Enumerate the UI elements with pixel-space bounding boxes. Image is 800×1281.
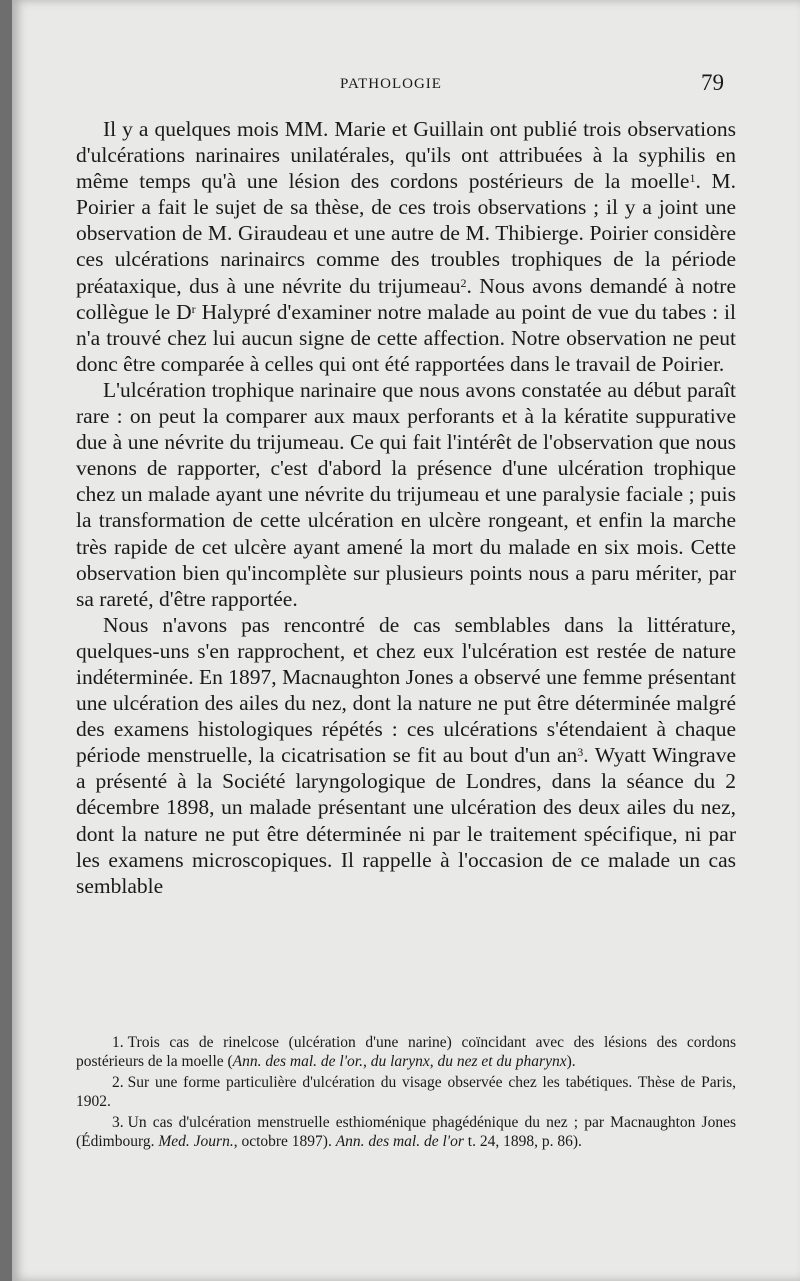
footnote-ref: 1 [689, 171, 696, 186]
text-run: L'ulcération trophique narinaire que nous avons constatée au début paraît rare : on peut la comparer aux maux perforants et à la kératite suppurative due à une névrite du trijumeau. Ce qui fait l'intérêt de l'observation que nous venons de rapporter, c'est d'abord la présence d'une ulcération trophique chez un malade ayant une névrite du trijumeau et une paralysie faciale ; puis la transformation de cette ulcération en ulcère rongeant, et enfin la marche très rapide de cet ulcère ayant amené la mort du malade en six mois. Cette observation bien qu'incomplète sur plusieurs points nous a paru mériter, par sa rareté, d'être rapportée. [76, 377, 736, 611]
footnote [76, 1073, 736, 1112]
footnotes [76, 1033, 736, 1152]
body-text [76, 116, 736, 899]
paragraph [76, 612, 736, 899]
text-run: Nous n'avons pas rencontré de cas semblables dans la littérature, quelques-uns s'en rapprochent, et chez eux l'ulcération est restée de nature indéterminée. En 1897, Macnaughton Jones a observé une femme présentant une ulcération des ailes du nez, dont la nature ne put être déterminée malgré des examens histologiques répétés : ces ulcérations s'étendaient à chaque période menstruelle, la cicatrisation se fit au bout d'un an [76, 612, 736, 768]
text-run: ). [566, 1053, 576, 1071]
footnote [76, 1113, 736, 1152]
paragraph [76, 116, 736, 377]
footnote-ref: 2 [460, 275, 467, 290]
text-run: . Wyatt Wingrave a présenté à la Société laryngologique de Londres, dans la séance du 2 décembre 1898, un malade présentant une ulcération des deux ailes du nez, dont la nature ne put être déterminée ni par le traitement spécifique, ni par les examens microscopiques. Il rappelle à l'occasion de ce malade un cas semblable [76, 743, 737, 898]
footnote-number: 3. [112, 1113, 124, 1131]
text-run: Trois cas de rinelcose (ulcération d'une narine) coïncidant avec des lésions des cordons postérieurs de la moelle ( [76, 1034, 736, 1071]
footnote-ref: r [191, 301, 196, 316]
book-page [12, 0, 800, 1281]
footnote [76, 1033, 736, 1072]
paragraph [76, 377, 736, 612]
text-run: t. 24, 1898, p. 86). [463, 1133, 582, 1151]
footnote-number: 1. [112, 1034, 124, 1051]
page-header [12, 70, 800, 100]
running-title: PATHOLOGIE [340, 76, 442, 92]
footnote-ref: 3 [577, 745, 584, 760]
text-run: . Nous avons demandé à notre collègue le D [76, 273, 737, 324]
text-run: , octobre 1897). [233, 1133, 336, 1151]
italic-text: Ann. des mal. de l'or [335, 1133, 464, 1151]
text-run: . M. Poirier a fait le sujet de sa thèse, de ces trois observations ; il y a joint une observation de M. Giraudeau et une autre de M. Thibierge. Poirier considère ces ulcérations narinaircs comme des troubles trophiques de la période préataxique, dus à une névrite du trijumeau [76, 169, 736, 298]
text-run: Sur une forme particulière d'ulcération du visage observée chez les tabétiques. Thèse de Paris, 1902. [76, 1073, 736, 1111]
page-number: 79 [701, 70, 724, 95]
footnote-number: 2. [112, 1073, 124, 1091]
text-run: Halypré d'examiner notre malade au point de vue du tabes : il n'a trouvé chez lui aucun signe de cette affection. Notre observation ne peut donc être comparée à celles qui ont été rapportées dans le travail de Poirier. [76, 299, 736, 376]
italic-text: Ann. des mal. de l'or., du larynx, du nez et du pharynx [232, 1053, 567, 1071]
text-run: Un cas d'ulcération menstruelle esthioménique phagédénique du nez ; par Macnaughton Jones (Édimbourg. [76, 1113, 736, 1151]
text-run: Il y a quelques mois MM. Marie et Guillain ont publié trois observations d'ulcérations narinaires unilatérales, qu'ils ont attribuées à la syphilis en même temps qu'à une lésion des cordons postérieurs de la moelle [76, 117, 736, 194]
italic-text: Med. Journ. [158, 1133, 234, 1151]
